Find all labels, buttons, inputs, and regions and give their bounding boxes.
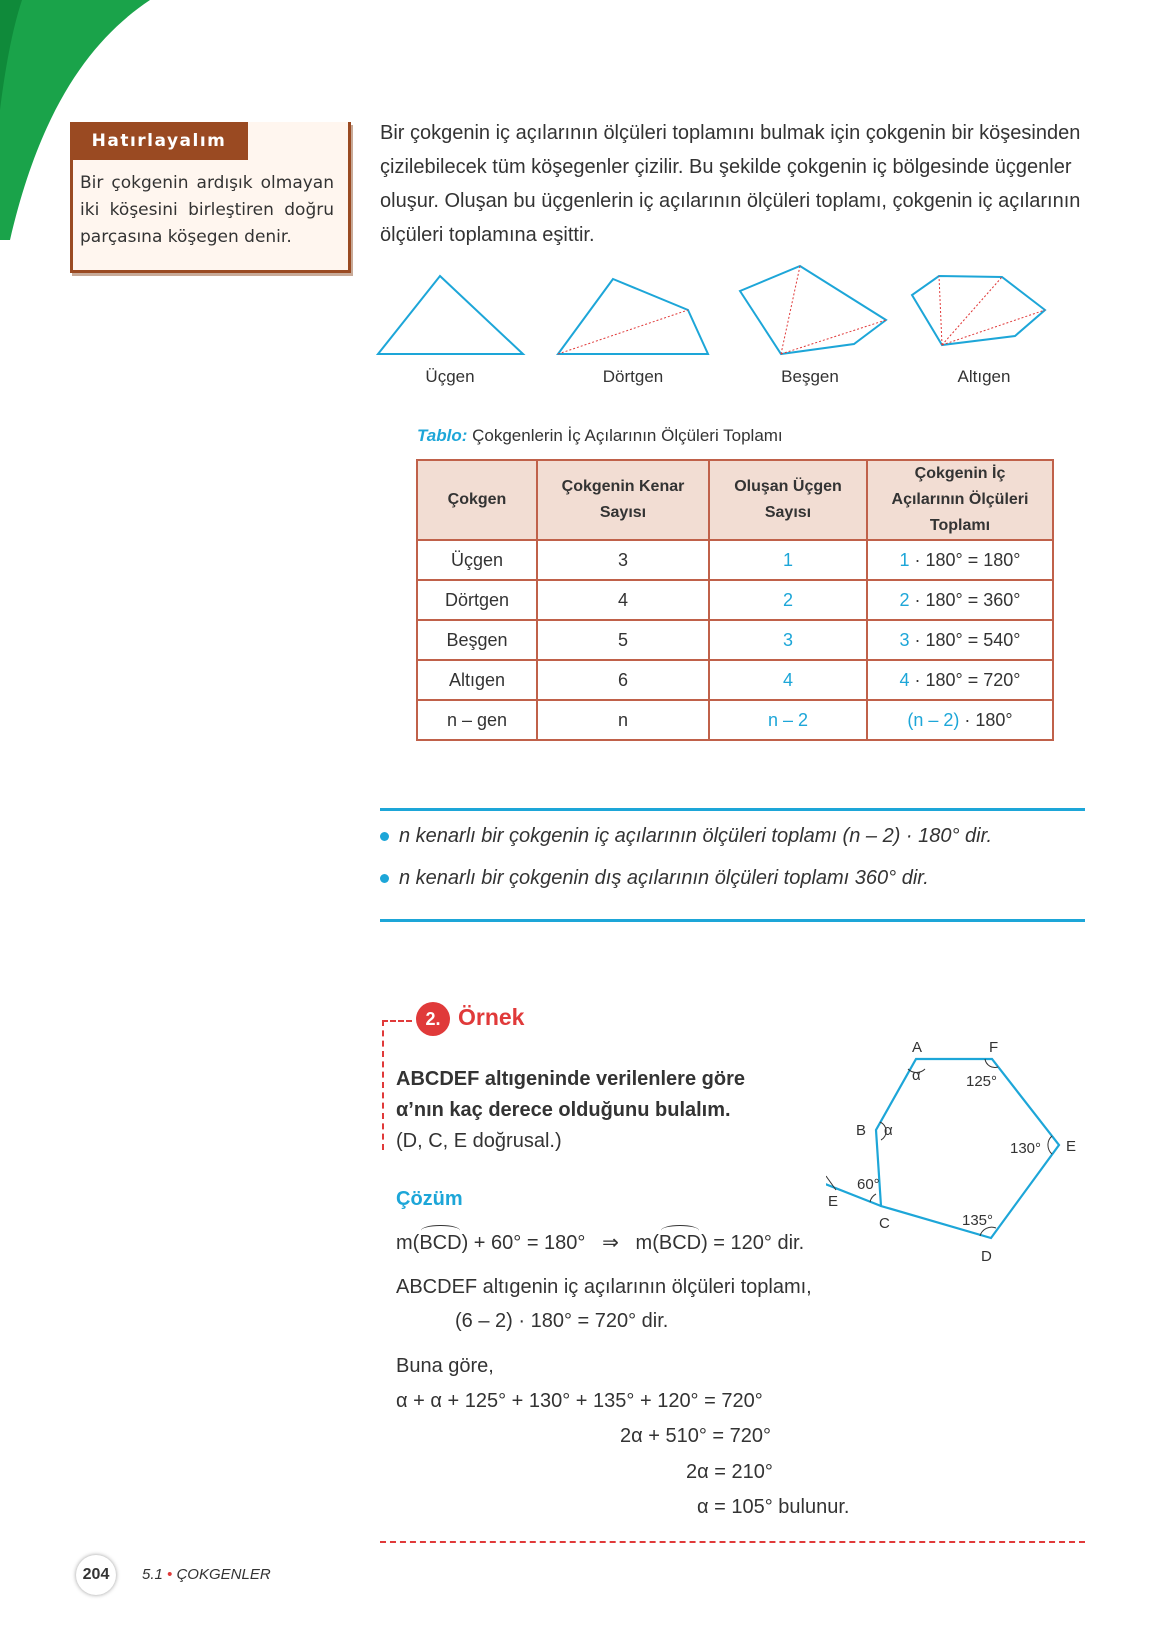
cell-triangles: 1 xyxy=(709,540,867,580)
section-bullet: • xyxy=(167,1566,173,1583)
cell-sum-rest: · 180° = 540° xyxy=(909,629,1021,650)
solution-line-3: (6 – 2) · 180° = 720° dir. xyxy=(455,1310,669,1332)
question-line: ABCDEF altıgeninde verilenlere göre xyxy=(396,1068,745,1090)
pentagon-shape xyxy=(740,266,886,354)
example-number: 2. xyxy=(416,1002,450,1036)
page-number: 204 xyxy=(76,1555,116,1595)
note-rule-top xyxy=(380,808,1085,811)
angle-label-b: α xyxy=(884,1122,893,1139)
cell-sum-coef: 2 xyxy=(899,589,910,610)
table-header: Çokgen xyxy=(417,460,537,540)
shape-label-quadrilateral: Dörtgen xyxy=(602,367,664,386)
table-row xyxy=(417,660,1053,700)
cell-sum xyxy=(867,700,1053,740)
remember-title: Hatırlayalım xyxy=(70,122,248,160)
cell-sum-rest: · 180° = 360° xyxy=(909,589,1021,610)
cell-sum-rest: · 180° xyxy=(959,709,1013,730)
example-frame xyxy=(382,1020,412,1022)
cell-triangles: 2 xyxy=(709,580,867,620)
table-caption xyxy=(417,426,783,446)
angle-label-e: 130° xyxy=(1010,1140,1042,1157)
cell-sum-coef: 3 xyxy=(899,629,910,650)
math-text: ) + 60° = 180° xyxy=(461,1232,586,1254)
note-interior-text: n kenarlı bir çokgenin iç açılarının ölçüleri toplamı (n – 2) · 180° dir. xyxy=(399,825,993,847)
example-frame xyxy=(382,1020,384,1150)
question-note: (D, C, E doğrusal.) xyxy=(396,1130,562,1152)
section-footer xyxy=(142,1566,271,1583)
angle-label-c: 60° xyxy=(857,1176,880,1193)
cell-sum-rest: · 180° = 180° xyxy=(909,549,1021,570)
shape-label-pentagon: Beşgen xyxy=(781,367,839,386)
cell-polygon: Üçgen xyxy=(417,540,537,580)
triangle-shape xyxy=(378,276,523,354)
cell-sides: n xyxy=(537,700,709,740)
cell-polygon: Beşgen xyxy=(417,620,537,660)
cell-sides: 4 xyxy=(537,580,709,620)
cell-triangles: 3 xyxy=(709,620,867,660)
implies-icon: ⇒ xyxy=(602,1232,619,1254)
cell-sum xyxy=(867,580,1053,620)
cell-sum-coef: 1 xyxy=(899,549,910,570)
hexagon-figure xyxy=(826,1036,1096,1266)
math-text: ) = 120° dir. xyxy=(701,1232,805,1254)
note-exterior-text: n kenarlı bir çokgenin dış açılarının ölçüleri toplamı 360° dir. xyxy=(399,867,929,889)
table-header-row xyxy=(417,460,1053,540)
math-text: m( xyxy=(396,1232,420,1254)
remember-text: Bir çokgenin ardışık olmayan iki köşesini birleştiren doğru parçasına köşegen denir. xyxy=(80,173,334,247)
math-text: m( xyxy=(635,1232,659,1254)
table-header: Çokgenin Kenar Sayısı xyxy=(537,460,709,540)
note-interior xyxy=(380,825,992,848)
vertex-label-b: B xyxy=(856,1122,867,1139)
solution-line-6: 2α + 510° = 720° xyxy=(620,1425,772,1447)
shape-label-triangle: Üçgen xyxy=(425,367,475,386)
cell-polygon: n – gen xyxy=(417,700,537,740)
note-rule-bottom xyxy=(380,919,1085,922)
polygon-angle-table xyxy=(416,459,1054,741)
section-title: ÇOKGENLER xyxy=(176,1566,271,1583)
cell-triangles: n – 2 xyxy=(709,700,867,740)
cell-sides: 6 xyxy=(537,660,709,700)
solution-line-7: 2α = 210° xyxy=(686,1461,773,1483)
arc-bcd: BCD xyxy=(658,1232,702,1254)
solution-line-1 xyxy=(396,1230,804,1255)
table-header: Oluşan Üçgen Sayısı xyxy=(709,460,867,540)
solution-line-8: α = 105° bulunur. xyxy=(697,1496,850,1518)
cell-sum xyxy=(867,620,1053,660)
cell-triangles: 4 xyxy=(709,660,867,700)
table-header: Çokgenin İç Açılarının Ölçüleri Toplamı xyxy=(867,460,1053,540)
cell-sides: 3 xyxy=(537,540,709,580)
table-caption-text: Çokgenlerin İç Açılarının Ölçüleri Toplamı xyxy=(472,426,783,445)
bullet-icon xyxy=(380,874,389,883)
angle-label-a: α xyxy=(912,1067,921,1084)
arc-bcd: BCD xyxy=(419,1232,462,1254)
shape-label-hexagon: Altıgen xyxy=(957,367,1011,386)
vertex-label-c: C xyxy=(879,1215,890,1232)
angle-label-d: 135° xyxy=(962,1212,994,1229)
cell-sum xyxy=(867,540,1053,580)
table-row xyxy=(417,620,1053,660)
question-line: α’nın kaç derece olduğunu bulalım. xyxy=(396,1099,731,1121)
note-exterior xyxy=(380,867,929,890)
cell-sum-coef: 4 xyxy=(899,669,910,690)
vertex-label-f: F xyxy=(989,1039,999,1056)
cell-sides: 5 xyxy=(537,620,709,660)
hexagon-shape xyxy=(912,276,1045,345)
solution-line-2: ABCDEF altıgenin iç açılarının ölçüleri toplamı, xyxy=(396,1276,812,1298)
example-question xyxy=(396,1064,776,1157)
quadrilateral-shape xyxy=(558,279,708,354)
table-row xyxy=(417,540,1053,580)
cell-polygon: Dörtgen xyxy=(417,580,537,620)
bullet-icon xyxy=(380,832,389,841)
table-caption-label: Tablo: xyxy=(417,426,468,445)
cell-sum-coef: (n – 2) xyxy=(907,709,960,730)
polygon-figures xyxy=(370,264,1070,360)
vertex-label-e-outer: E xyxy=(828,1193,839,1210)
example-title: Örnek xyxy=(458,1004,525,1030)
cell-polygon: Altıgen xyxy=(417,660,537,700)
cell-sum xyxy=(867,660,1053,700)
cell-sum-rest: · 180° = 720° xyxy=(909,669,1021,690)
table-row xyxy=(417,580,1053,620)
intro-paragraph: Bir çokgenin iç açılarının ölçüleri toplamını bulmak için çokgenin bir köşesinden çizilebilecek tüm köşegenler çizilir. Bu şekilde çokgenin iç bölgesinde üçgenler oluşur. Oluşan bu üçgenlerin iç açılarının ölçüleri toplamı, çokgenin iç açılarının ölçüleri toplamına eşittir. xyxy=(380,122,1081,246)
vertex-label-e: E xyxy=(1066,1138,1077,1155)
vertex-label-a: A xyxy=(912,1039,923,1056)
example-bottom-divider xyxy=(380,1541,1085,1543)
angle-label-f: 125° xyxy=(966,1073,998,1090)
table-row xyxy=(417,700,1053,740)
vertex-label-d: D xyxy=(981,1248,992,1265)
solution-label: Çözüm xyxy=(396,1188,463,1210)
section-number: 5.1 xyxy=(142,1566,163,1583)
solution-line-4: Buna göre, xyxy=(396,1355,494,1377)
solution-line-5: α + α + 125° + 130° + 135° + 120° = 720° xyxy=(396,1390,763,1412)
